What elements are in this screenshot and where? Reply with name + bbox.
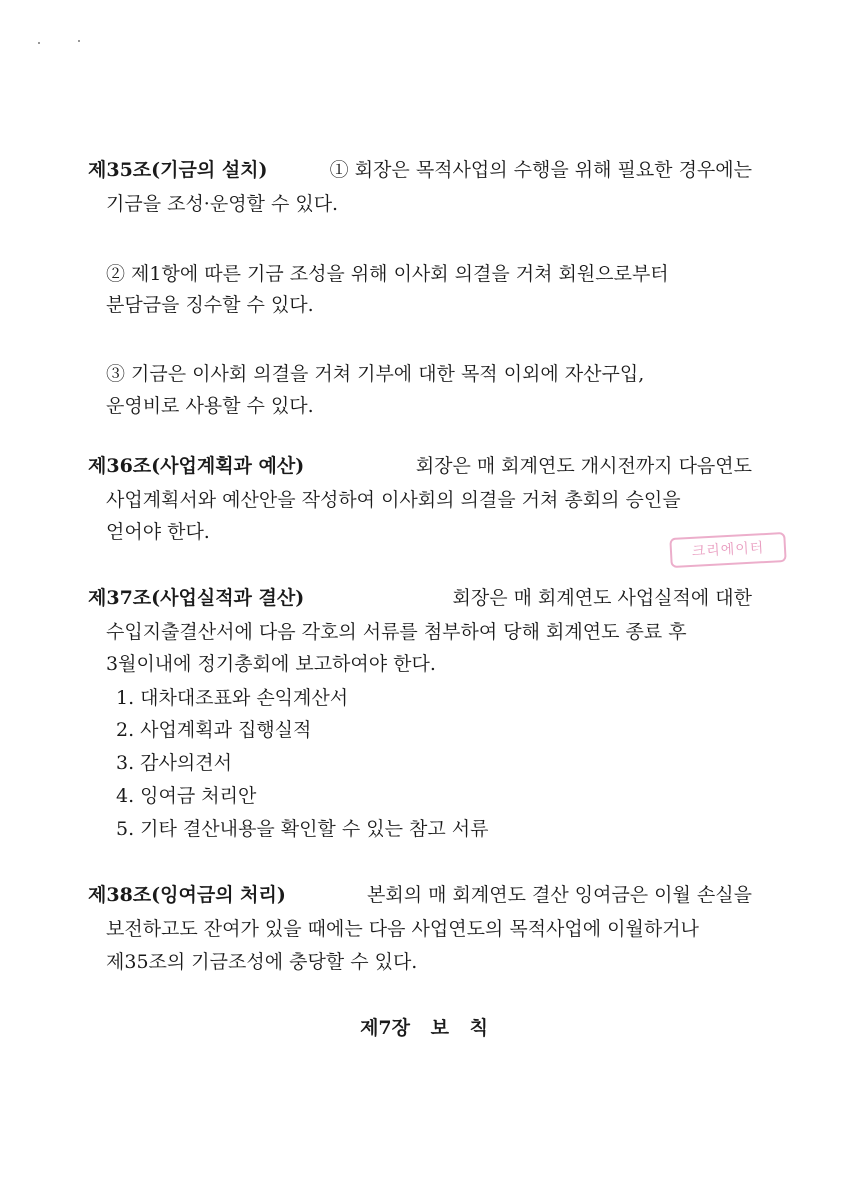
- article-38-text-2: 보전하고도 잔여가 있을 때에는 다음 사업연도의 목적사업에 이월하거나: [106, 918, 699, 940]
- article-35-para-2-line-1: ② 제1항에 따른 기금 조성을 위해 이사회 의결을 거쳐 회원으로부터: [106, 263, 669, 285]
- article-37-line-1: [88, 586, 752, 610]
- list-item: 1. 대차대조표와 손익계산서: [116, 687, 349, 709]
- article-38-text-3: 제35조의 기금조성에 충당할 수 있다.: [106, 951, 418, 973]
- article-37-text-3: 3월이내에 정기총회에 보고하여야 한다.: [106, 653, 436, 675]
- article-35-para-1-cont: 기금을 조성·운영할 수 있다.: [106, 193, 339, 215]
- pink-stamp: 크리에이터: [669, 532, 786, 568]
- article-35-para-1: ① 회장은 목적사업의 수행을 위해 필요한 경우에는: [329, 159, 752, 181]
- scan-speck: [38, 42, 40, 44]
- article-38-text-1: 본회의 매 회계연도 결산 잉여금은 이월 손실을: [367, 884, 752, 906]
- article-37-text-2: 수입지출결산서에 다음 각호의 서류를 첨부하여 당해 회계연도 종료 후: [106, 621, 687, 643]
- list-item: 2. 사업계획과 집행실적: [116, 719, 312, 741]
- list-item: 5. 기타 결산내용을 확인할 수 있는 참고 서류: [116, 818, 489, 840]
- article-36-text-2: 사업계획서와 예산안을 작성하여 이사회의 의결을 거쳐 총회의 승인을: [106, 489, 681, 511]
- article-35-para-3-line-2: 운영비로 사용할 수 있다.: [106, 395, 314, 417]
- article-36-text-3: 얻어야 한다.: [106, 521, 210, 543]
- article-35-para-2-line-2: 분담금을 징수할 수 있다.: [106, 294, 314, 316]
- article-38-line-1: [88, 883, 752, 907]
- scan-speck: [78, 40, 80, 42]
- article-35-line-1: [88, 158, 752, 182]
- chapter-title: 제7장 보 칙: [360, 1017, 488, 1039]
- article-37-text-1: 회장은 매 회계연도 사업실적에 대한: [452, 587, 752, 609]
- article-35-para-3-line-1: ③ 기금은 이사회 의결을 거쳐 기부에 대한 목적 이외에 자산구입,: [106, 363, 645, 385]
- list-item: 3. 감사의견서: [116, 752, 232, 774]
- article-38-title: 제38조(잉여금의 처리): [88, 884, 286, 906]
- article-36-text-1: 회장은 매 회계연도 개시전까지 다음연도: [415, 455, 752, 477]
- article-36-title: 제36조(사업계획과 예산): [88, 455, 305, 477]
- article-37-title: 제37조(사업실적과 결산): [88, 587, 305, 609]
- article-36-line-1: [88, 454, 752, 478]
- list-item: 4. 잉여금 처리안: [116, 785, 257, 807]
- article-35-title: 제35조(기금의 설치): [88, 159, 268, 181]
